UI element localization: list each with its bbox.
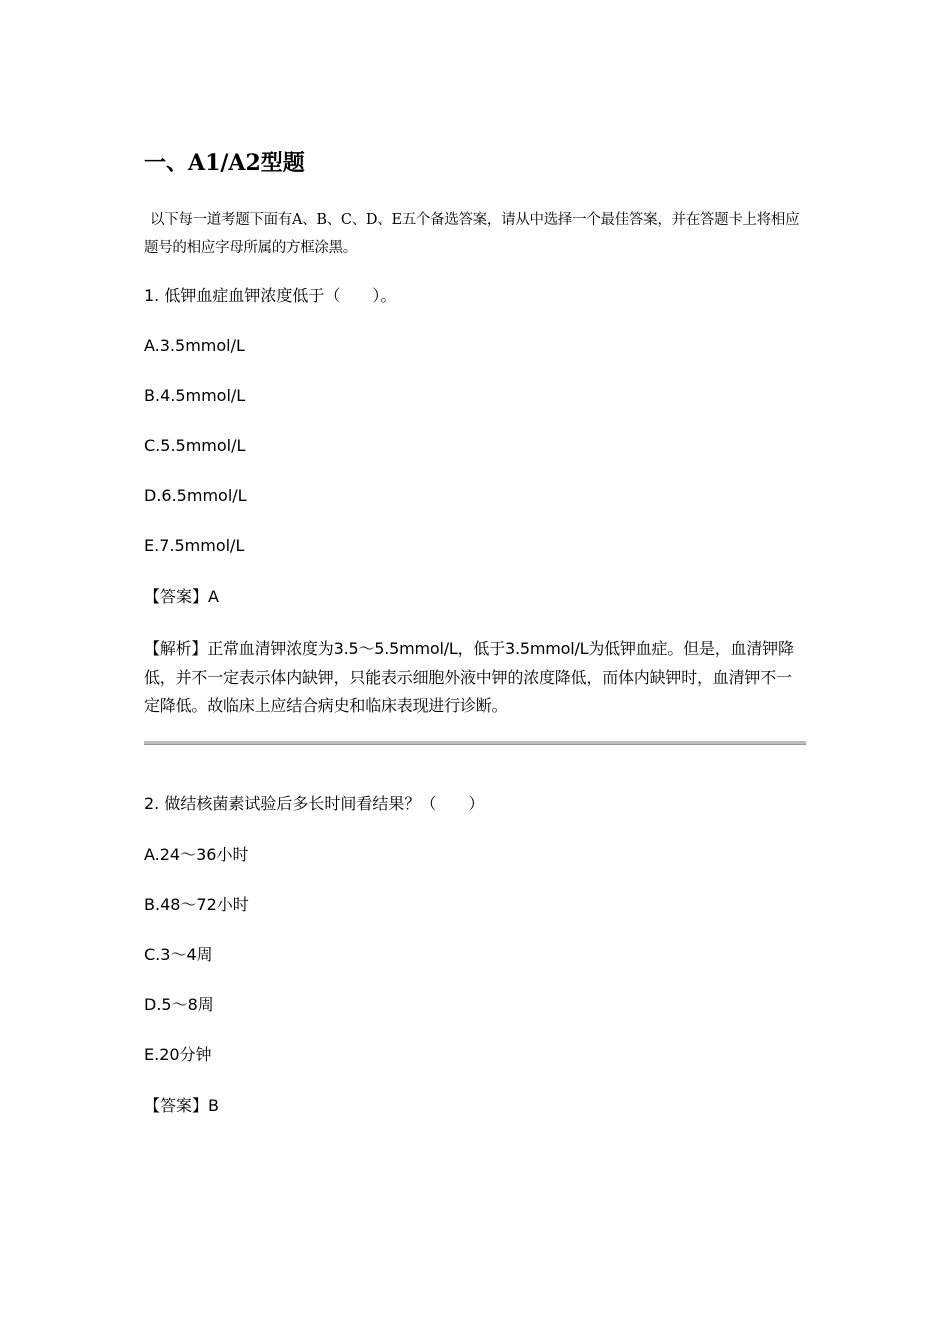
question-1-option-b: B.4.5mmol/L (144, 386, 246, 405)
question-1-answer: 【答案】A (144, 587, 219, 606)
question-2-option-c: C.3～4周 (144, 945, 213, 964)
question-1-option-d: D.6.5mmol/L (144, 486, 247, 505)
question-2-option-d: D.5～8周 (144, 995, 214, 1014)
question-2-answer: 【答案】B (144, 1096, 219, 1115)
question-divider (144, 741, 806, 745)
section-heading: 一、A1/A2型题 (144, 150, 305, 176)
question-2-stem: 2. 做结核菌素试验后多长时间看结果？（ ） (144, 794, 485, 813)
question-2-option-b: B.48～72小时 (144, 895, 249, 914)
question-1-option-c: C.5.5mmol/L (144, 436, 246, 455)
question-1-option-e: E.7.5mmol/L (144, 536, 245, 555)
question-1-analysis: 【解析】正常血清钾浓度为3.5～5.5mmol/L，低于3.5mmol/L为低钾血症。但是，血清钾降低，并不一定表示体内缺钾，只能表示细胞外液中钾的浓度降低，而体内缺钾时，血清钾不一定降低。故临床上应结合病史和临床表现进行诊断。 (144, 639, 794, 715)
question-1-option-a: A.3.5mmol/L (144, 336, 245, 355)
section-instructions: 以下每一道考题下面有A、B、C、D、E五个备选答案，请从中选择一个最佳答案，并在答题卡上将相应题号的相应字母所属的方框涂黑。 (144, 212, 800, 256)
question-1-stem: 1. 低钾血症血钾浓度低于（ ）。 (144, 286, 397, 305)
question-2-option-a: A.24～36小时 (144, 845, 249, 864)
question-2-option-e: E.20分钟 (144, 1045, 212, 1064)
